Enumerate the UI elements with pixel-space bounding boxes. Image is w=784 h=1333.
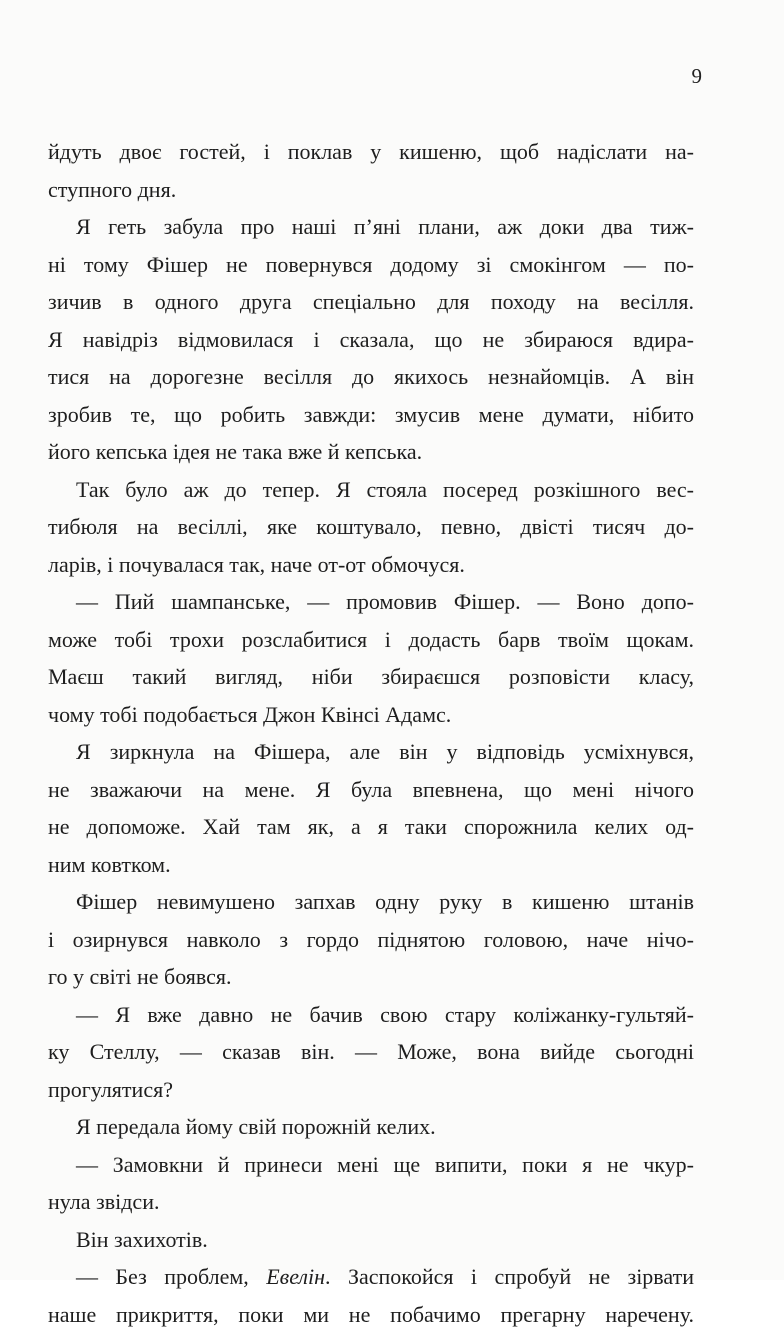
dialogue-rest: . Заспокойся і спробуй не зірвати [325, 1264, 694, 1289]
italic-name: Евелін [266, 1264, 325, 1289]
text-line: Фішер невимушено запхав одну руку в кишеню штанів [48, 883, 694, 921]
text-line: чому тобі подобається Джон Квінсі Адамс. [48, 696, 694, 734]
text-line: його кепська ідея не така вже й кепська. [48, 433, 694, 471]
text-line: ларів, і почувалася так, наче от-от обмочуся. [48, 546, 694, 584]
text-line: йдуть двоє гостей, і поклав у кишеню, щоб надіслати на- [48, 133, 694, 171]
text-line: Я зиркнула на Фішера, але він у відповідь усміхнувся, [48, 733, 694, 771]
text-line: не допоможе. Хай там як, а я таки спорожнила келих од- [48, 808, 694, 846]
text-line: прогулятися? [48, 1071, 694, 1109]
text-line: нула звідси. [48, 1183, 694, 1221]
text-line: ним ковтком. [48, 846, 694, 884]
text-line: не зважаючи на мене. Я була впевнена, що мені нічого [48, 771, 694, 809]
text-line: — Замовкни й принеси мені ще випити, поки я не чкур- [48, 1146, 694, 1184]
text-line: Я передала йому свій порожній келих. [48, 1108, 694, 1146]
text-line: го у світі не боявся. [48, 958, 694, 996]
text-line: Так було аж до тепер. Я стояла посеред розкішного вес- [48, 471, 694, 509]
text-line: наше прикриття, поки ми не побачимо прегарну наречену. [48, 1296, 694, 1333]
text-line [48, 1258, 694, 1296]
text-line: — Пий шампанське, — промовив Фішер. — Воно допо- [48, 583, 694, 621]
dialogue-start: — Без проблем, [76, 1264, 266, 1289]
text-line: ні тому Фішер не повернувся додому зі смокінгом — по- [48, 246, 694, 284]
page-number: 9 [682, 64, 702, 89]
text-line: Я геть забула про наші п’яні плани, аж доки два тиж- [48, 208, 694, 246]
text-line: Він захихотів. [48, 1221, 694, 1259]
text-line: зробив те, що робить завжди: змусив мене думати, нібито [48, 396, 694, 434]
text-line: зичив в одного друга спеціально для походу на весілля. [48, 283, 694, 321]
text-line: може тобі трохи розслабитися і додасть барв твоїм щокам. [48, 621, 694, 659]
text-line: і озирнувся навколо з гордо піднятою головою, наче нічо- [48, 921, 694, 959]
page-body-text [48, 133, 694, 1333]
text-line: — Я вже давно не бачив свою стару коліжанку-гультяй- [48, 996, 694, 1034]
text-line: ку Стеллу, — сказав він. — Може, вона вийде сьогодні [48, 1033, 694, 1071]
text-line: тися на дорогезне весілля до якихось незнайомців. А він [48, 358, 694, 396]
text-line: тибюля на весіллі, яке коштувало, певно, двісті тисяч до- [48, 508, 694, 546]
text-line: Я навідріз відмовилася і сказала, що не збираюся вдира- [48, 321, 694, 359]
text-line: Маєш такий вигляд, ніби збираєшся розповісти класу, [48, 658, 694, 696]
text-line: ступного дня. [48, 171, 694, 209]
